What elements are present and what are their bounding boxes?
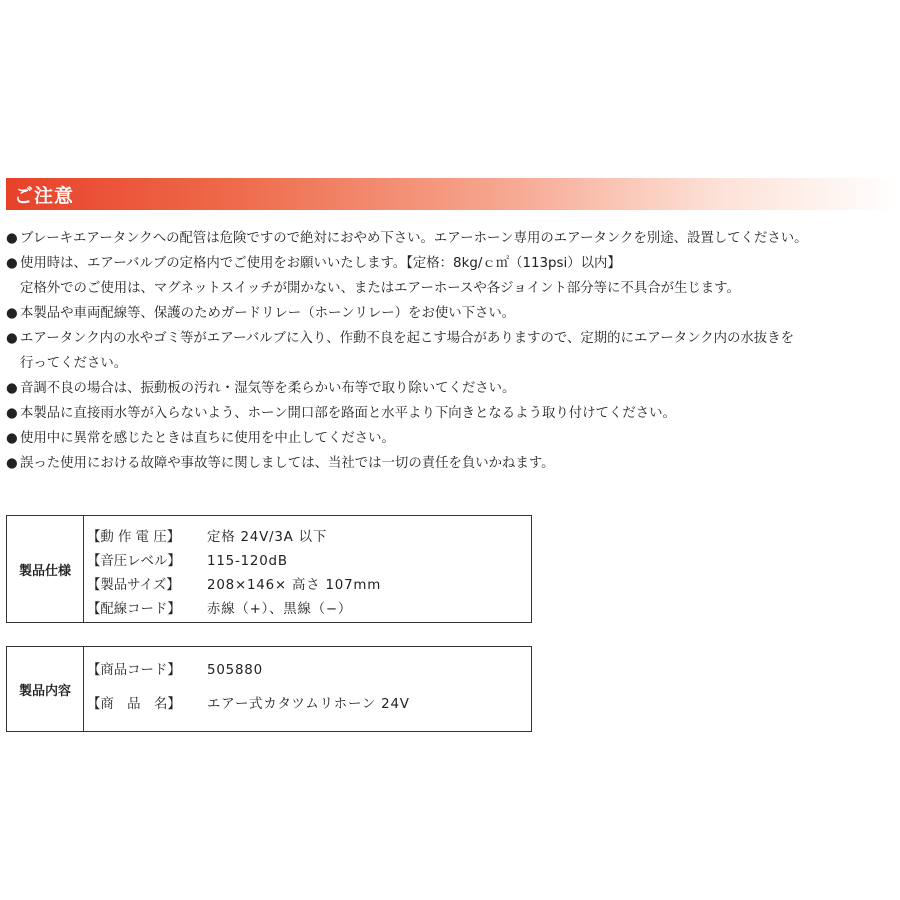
notice-text-continued: 行ってください。	[20, 356, 128, 371]
spec-value: エアー式カタツムリホーン 24V	[207, 697, 410, 712]
bullet-icon: ●	[6, 331, 18, 346]
spec-table	[6, 515, 532, 623]
notice-text: 使用中に異常を感じたときは直ちに使用を中止してください。	[20, 431, 395, 446]
contents-table	[6, 646, 532, 732]
bullet-icon: ●	[6, 256, 18, 271]
bullet-icon: ●	[6, 456, 18, 471]
notice-list	[6, 226, 898, 476]
notice-item	[6, 426, 898, 451]
spec-value: 赤線（+）、黒線（−）	[207, 602, 353, 617]
spec-value: 115-120dB	[207, 554, 288, 569]
notice-text: 本製品や車両配線等、保護のためガードリレー（ホーンリレー）をお使い下さい。	[20, 306, 516, 321]
notice-item	[6, 451, 898, 476]
spec-value: 定格 24V/3A 以下	[207, 530, 328, 545]
bullet-icon: ●	[6, 231, 18, 246]
notice-title: ご注意	[14, 185, 75, 207]
spec-row-wiring	[87, 598, 352, 617]
bullet-icon: ●	[6, 306, 18, 321]
notice-item	[6, 326, 898, 376]
spec-key: 【動 作 電 圧】	[87, 530, 181, 545]
spec-row-size	[87, 574, 381, 593]
spec-value: 505880	[207, 663, 263, 678]
bullet-icon: ●	[6, 431, 18, 446]
spec-key: 【商 品 名】	[87, 697, 181, 712]
notice-text: エアータンク内の水やゴミ等がエアーバルブに入り、作動不良を起こす場合がありますので、定期的にエアータンク内の水抜きを	[20, 331, 794, 346]
bullet-icon: ●	[6, 381, 18, 396]
notice-item	[6, 251, 898, 301]
spec-key: 【製品サイズ】	[87, 578, 180, 593]
spec-row-voltage	[87, 526, 327, 545]
notice-text: 音調不良の場合は、振動板の汚れ・湿気等を柔らかい布等で取り除いてください。	[20, 381, 516, 396]
notice-item	[6, 226, 898, 251]
notice-header	[6, 178, 900, 210]
notice-text-continued: 定格外でのご使用は、マグネットスイッチが開かない、またはエアーホースや各ジョイント部分等に不具合が生じます。	[20, 281, 740, 296]
notice-text: ブレーキエアータンクへの配管は危険ですので絶対におやめ下さい。エアーホーン専用のエアータンクを別途、設置してください。	[20, 231, 808, 246]
spec-value: 208×146× 高さ 107mm	[207, 578, 382, 593]
contents-table-label: 製品内容	[7, 647, 84, 731]
spec-key: 【配線コード】	[87, 602, 181, 617]
spec-key: 【商品コード】	[87, 663, 181, 678]
notice-item	[6, 301, 898, 326]
contents-row-name	[87, 693, 410, 712]
notice-item	[6, 376, 898, 401]
spec-key: 【音圧レベル】	[87, 554, 181, 569]
notice-text: 誤った使用における故障や事故等に関しましては、当社では一切の責任を負いかねます。	[20, 456, 555, 471]
bullet-icon: ●	[6, 406, 18, 421]
notice-item	[6, 401, 898, 426]
contents-row-code	[87, 659, 263, 678]
spec-row-sound-level	[87, 550, 288, 569]
spec-table-label: 製品仕様	[7, 516, 84, 622]
notice-text: 本製品に直接雨水等が入らないよう、ホーン開口部を路面と水平より下向きとなるよう取り付けてください。	[20, 406, 676, 421]
notice-text: 使用時は、エアーバルブの定格内でご使用をお願いいたします。【定格：8kg/ｃ㎡（113psi）以内】	[20, 256, 621, 271]
